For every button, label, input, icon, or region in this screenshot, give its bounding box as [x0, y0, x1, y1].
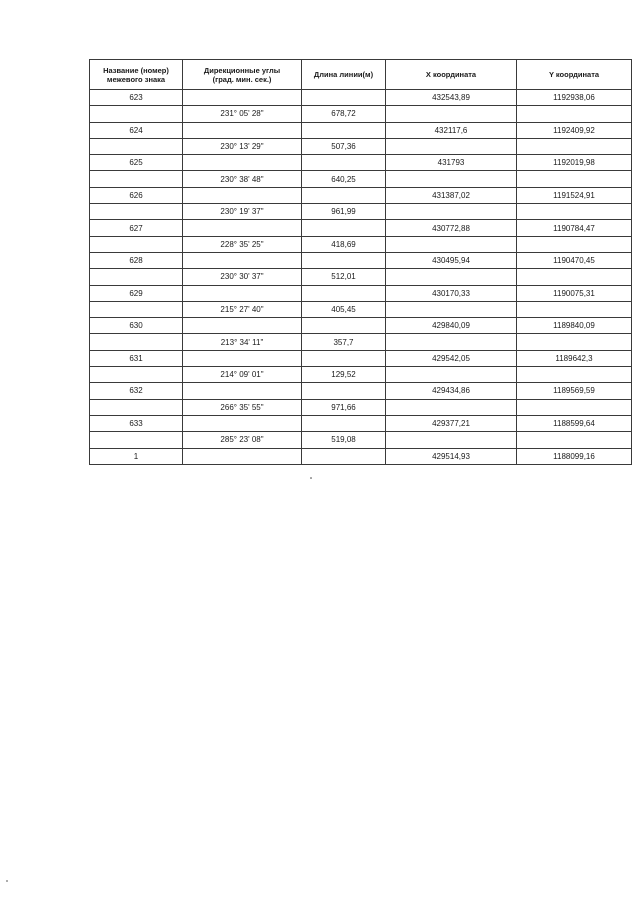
mark-number-cell [90, 399, 183, 415]
line-length-cell: 640,25 [302, 171, 386, 187]
y-coordinate-cell: 1192019,98 [517, 155, 632, 171]
y-coordinate-cell [517, 334, 632, 350]
table-row [90, 448, 632, 464]
x-coordinate-cell: 432117,6 [386, 122, 517, 138]
bearing-cell: 230° 38' 48" [183, 171, 302, 187]
y-coordinate-cell: 1189840,09 [517, 318, 632, 334]
mark-number-cell [90, 204, 183, 220]
table-row [90, 236, 632, 252]
bearing-cell: 231° 05' 28" [183, 106, 302, 122]
header-line: Y координата [548, 70, 600, 79]
table-row [90, 334, 632, 350]
bearing-cell [183, 90, 302, 106]
x-coordinate-cell: 430495,94 [386, 252, 517, 268]
x-coordinate-cell [386, 236, 517, 252]
y-coordinate-cell [517, 204, 632, 220]
y-coordinate-cell: 1190075,31 [517, 285, 632, 301]
line-length-cell [302, 187, 386, 203]
line-length-cell [302, 155, 386, 171]
y-coordinate-cell: 1190784,47 [517, 220, 632, 236]
table-body [90, 90, 632, 465]
mark-number-cell [90, 301, 183, 317]
line-length-cell: 507,36 [302, 138, 386, 154]
table-row [90, 90, 632, 106]
bearing-cell: 215° 27' 40" [183, 301, 302, 317]
y-coordinate-cell [517, 269, 632, 285]
bearing-cell [183, 220, 302, 236]
bearing-cell: 230° 19' 37" [183, 204, 302, 220]
mark-number-cell: 631 [90, 350, 183, 366]
table-row [90, 171, 632, 187]
line-length-cell: 971,66 [302, 399, 386, 415]
line-length-cell [302, 415, 386, 431]
mark-number-cell: 625 [90, 155, 183, 171]
table-row [90, 301, 632, 317]
table-row [90, 204, 632, 220]
line-length-cell [302, 350, 386, 366]
mark-number-cell: 627 [90, 220, 183, 236]
table-row [90, 383, 632, 399]
x-coordinate-cell [386, 399, 517, 415]
line-length-cell: 418,69 [302, 236, 386, 252]
line-length-cell: 512,01 [302, 269, 386, 285]
bearing-cell [183, 383, 302, 399]
y-coordinate-cell: 1188099,16 [517, 448, 632, 464]
header-line: Длина линии(м) [313, 70, 374, 79]
table-row [90, 220, 632, 236]
x-coordinate-cell [386, 301, 517, 317]
x-coordinate-cell [386, 171, 517, 187]
line-length-cell: 129,52 [302, 367, 386, 383]
bearing-cell [183, 448, 302, 464]
line-length-cell: 678,72 [302, 106, 386, 122]
y-coordinate-cell: 1191524,91 [517, 187, 632, 203]
mark-number-cell [90, 171, 183, 187]
mark-number-cell: 1 [90, 448, 183, 464]
table-row [90, 432, 632, 448]
table-row [90, 252, 632, 268]
bearing-cell [183, 285, 302, 301]
line-length-cell: 519,08 [302, 432, 386, 448]
bearing-cell: 266° 35' 55" [183, 399, 302, 415]
bearing-cell [183, 252, 302, 268]
table-row [90, 155, 632, 171]
x-coordinate-cell: 431387,02 [386, 187, 517, 203]
table-row [90, 415, 632, 431]
header-y-coordinate [517, 60, 632, 90]
scan-speck [6, 880, 8, 882]
y-coordinate-cell: 1192409,92 [517, 122, 632, 138]
y-coordinate-cell: 1189569,59 [517, 383, 632, 399]
bearing-cell [183, 122, 302, 138]
x-coordinate-cell [386, 334, 517, 350]
bearing-cell [183, 155, 302, 171]
bearing-cell: 230° 30' 37" [183, 269, 302, 285]
mark-number-cell [90, 367, 183, 383]
x-coordinate-cell: 429542,05 [386, 350, 517, 366]
table-header [90, 60, 632, 90]
line-length-cell [302, 220, 386, 236]
y-coordinate-cell: 1192938,06 [517, 90, 632, 106]
mark-number-cell: 629 [90, 285, 183, 301]
line-length-cell [302, 318, 386, 334]
y-coordinate-cell [517, 106, 632, 122]
bearing-cell [183, 318, 302, 334]
table-row [90, 318, 632, 334]
y-coordinate-cell [517, 301, 632, 317]
x-coordinate-cell: 432543,89 [386, 90, 517, 106]
y-coordinate-cell: 1190470,45 [517, 252, 632, 268]
header-line: Название (номер) [103, 65, 169, 75]
table-row [90, 285, 632, 301]
table-row [90, 187, 632, 203]
x-coordinate-cell: 429434,86 [386, 383, 517, 399]
bearing-cell: 213° 34' 11" [183, 334, 302, 350]
line-length-cell: 405,45 [302, 301, 386, 317]
bearing-cell [183, 415, 302, 431]
line-length-cell [302, 90, 386, 106]
mark-number-cell: 626 [90, 187, 183, 203]
header-x-coordinate [386, 60, 517, 90]
table-row [90, 367, 632, 383]
mark-number-cell [90, 236, 183, 252]
mark-number-cell: 623 [90, 90, 183, 106]
line-length-cell [302, 285, 386, 301]
line-length-cell [302, 252, 386, 268]
x-coordinate-cell [386, 204, 517, 220]
line-length-cell: 357,7 [302, 334, 386, 350]
mark-number-cell: 628 [90, 252, 183, 268]
x-coordinate-cell: 431793 [386, 155, 517, 171]
x-coordinate-cell: 429377,21 [386, 415, 517, 431]
header-line: межевого знака [106, 74, 166, 84]
mark-number-cell [90, 269, 183, 285]
x-coordinate-cell: 429514,93 [386, 448, 517, 464]
line-length-cell [302, 383, 386, 399]
header-row [90, 60, 632, 90]
bearing-cell: 214° 09' 01" [183, 367, 302, 383]
mark-number-cell [90, 432, 183, 448]
x-coordinate-cell: 429840,09 [386, 318, 517, 334]
y-coordinate-cell [517, 171, 632, 187]
table-row [90, 122, 632, 138]
table-row [90, 399, 632, 415]
x-coordinate-cell: 430772,88 [386, 220, 517, 236]
header-line-length [302, 60, 386, 90]
header-bearing [183, 60, 302, 90]
header-line: (град. мин. сек.) [212, 74, 272, 84]
scan-speck [310, 477, 312, 479]
y-coordinate-cell [517, 236, 632, 252]
bearing-cell [183, 350, 302, 366]
y-coordinate-cell [517, 138, 632, 154]
bearing-cell [183, 187, 302, 203]
bearing-cell: 230° 13' 29" [183, 138, 302, 154]
y-coordinate-cell: 1188599,64 [517, 415, 632, 431]
bearing-cell: 285° 23' 08" [183, 432, 302, 448]
x-coordinate-cell [386, 138, 517, 154]
mark-number-cell: 630 [90, 318, 183, 334]
x-coordinate-cell [386, 367, 517, 383]
x-coordinate-cell: 430170,33 [386, 285, 517, 301]
boundary-coordinates-table [89, 59, 632, 465]
x-coordinate-cell [386, 106, 517, 122]
mark-number-cell [90, 106, 183, 122]
header-mark-name [90, 60, 183, 90]
table-row [90, 269, 632, 285]
mark-number-cell: 624 [90, 122, 183, 138]
line-length-cell [302, 122, 386, 138]
table-row [90, 106, 632, 122]
y-coordinate-cell [517, 432, 632, 448]
mark-number-cell: 633 [90, 415, 183, 431]
y-coordinate-cell [517, 367, 632, 383]
x-coordinate-cell [386, 432, 517, 448]
line-length-cell [302, 448, 386, 464]
line-length-cell: 961,99 [302, 204, 386, 220]
header-line: X координата [425, 70, 477, 79]
mark-number-cell: 632 [90, 383, 183, 399]
header-line: Дирекционные углы [203, 65, 281, 75]
table-row [90, 350, 632, 366]
mark-number-cell [90, 138, 183, 154]
x-coordinate-cell [386, 269, 517, 285]
bearing-cell: 228° 35' 25" [183, 236, 302, 252]
y-coordinate-cell: 1189642,3 [517, 350, 632, 366]
mark-number-cell [90, 334, 183, 350]
table-row [90, 138, 632, 154]
y-coordinate-cell [517, 399, 632, 415]
